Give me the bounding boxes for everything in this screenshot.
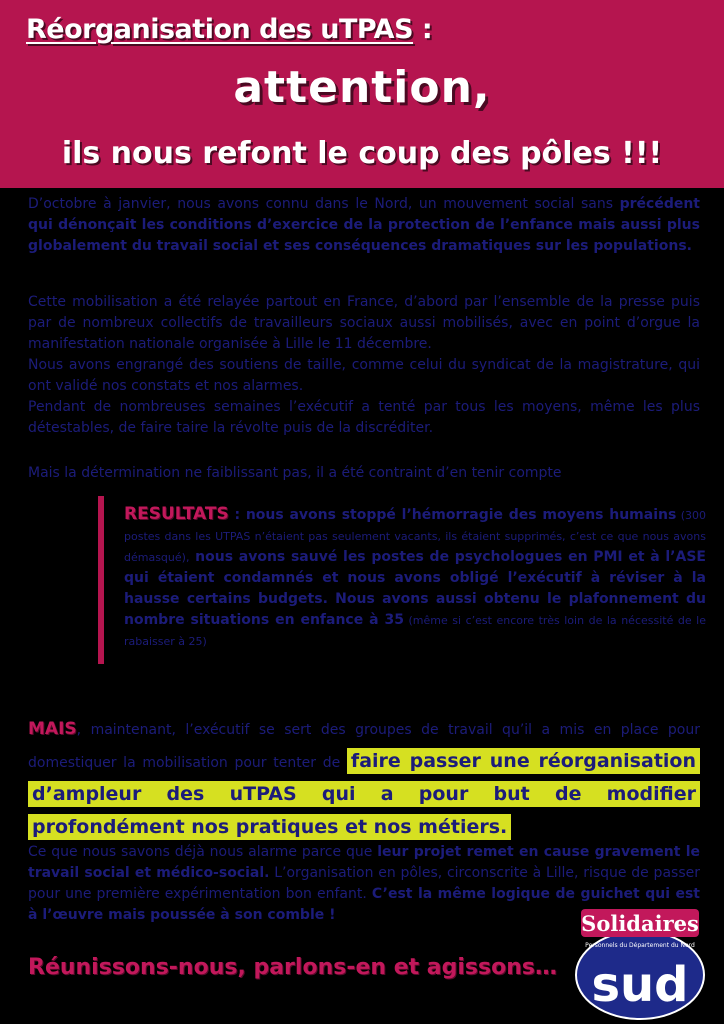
paragraph-intro <box>28 194 700 257</box>
results-text <box>124 504 706 652</box>
intro-bold: précédent qui dénonçait les conditions d’exercice de la protection de l’enfance mais aussi plus globalement du travail social et ses conséquences dramatiques sur les populations. <box>28 196 700 254</box>
results-box <box>98 496 708 664</box>
subheadline: ils nous refont le coup des pôles !!! <box>61 136 663 171</box>
mobilisation-line-1: Cette mobilisation a été relayée partout en France, d’abord par l’ensemble de la presse puis par de nombreux collectifs de travailleurs sociaux aussi mobilisés, avec en point d’orgue la manifestation nationale organisée à Lille le 11 décembre. <box>28 294 700 352</box>
call-to-action: Réunissons-nous, parlons-en et agissons… <box>28 955 557 980</box>
results-label: RESULTATS <box>124 504 229 524</box>
mais-label: MAIS <box>28 719 77 739</box>
results-small-2: (même si c’est encore très loin de la nécessité de le rabaisser à 25) <box>124 614 707 648</box>
alarm-bold-1: leur projet remet en cause gravement le travail social et médico-social. <box>28 844 700 881</box>
page-title <box>26 14 432 45</box>
paragraph-mobilisation <box>28 292 700 439</box>
logo-sub-text: Personnels du Département du Nord <box>585 942 695 949</box>
alarm-text-1: Ce que nous savons déjà nous alarme parce que <box>28 844 378 860</box>
mobilisation-line-3: Pendant de nombreuses semaines l’exécutif a tenté par tous les moyens, même les plus détestables, de faire taire la révolte puis de la discréditer. <box>28 399 700 436</box>
results-bold-2: nous avons sauvé les postes de psychologues en PMI et à l’ASE qui étaient condamnés et nous avons obligé l’exécutif à réviser à la hausse certains budgets. Nous avons aussi obtenu le plafonnement du nombre situations en enfance à 35 <box>124 549 706 628</box>
logo-main-text: sud <box>591 957 689 1013</box>
intro-text: D’octobre à janvier, nous avons connu dans le Nord, un mouvement social sans <box>28 196 620 212</box>
logo-top-text: Solidaires <box>581 911 699 936</box>
alarm-bold-2: C’est la même logique de guichet qui est à l’œuvre mais poussée à son comble ! <box>28 886 700 923</box>
title-text: Réorganisation des uTPAS <box>26 14 414 45</box>
mobilisation-line-2: Nous avons engrangé des soutiens de taille, comme celui du syndicat de la magistrature, qui ont validé nos constats et nos alarmes. <box>28 357 700 394</box>
title-colon: : <box>413 14 433 45</box>
alarm-text-2: L’organisation en pôles, circonscrite à Lille, risque de passer pour une première expérimentation bon enfant. <box>28 865 700 902</box>
highlighted-statement: faire passer une réorganisation d’ampleur des uTPAS qui a pour but de modifier profondément nos pratiques et nos métiers. <box>28 748 700 840</box>
paragraph-mais <box>28 714 700 845</box>
solidaires-sud-logo <box>573 905 707 1021</box>
mais-text: , maintenant, l’exécutif se sert des groupes de travail qu’il a mis en place pour domestiquer la mobilisation pour tenter de <box>28 722 700 771</box>
results-bold-1: : nous avons stoppé l’hémorragie des moyens humains <box>228 507 677 523</box>
headline: attention, <box>233 62 491 113</box>
header-banner <box>0 0 724 188</box>
paragraph-determination: Mais la détermination ne faiblissant pas, il a été contraint d’en tenir compte <box>28 465 562 481</box>
results-small-1: (300 postes dans les UTPAS n’étaient pas seulement vacants, ils étaient supprimés, c’est ce que nous avons démasqué), <box>124 509 706 564</box>
